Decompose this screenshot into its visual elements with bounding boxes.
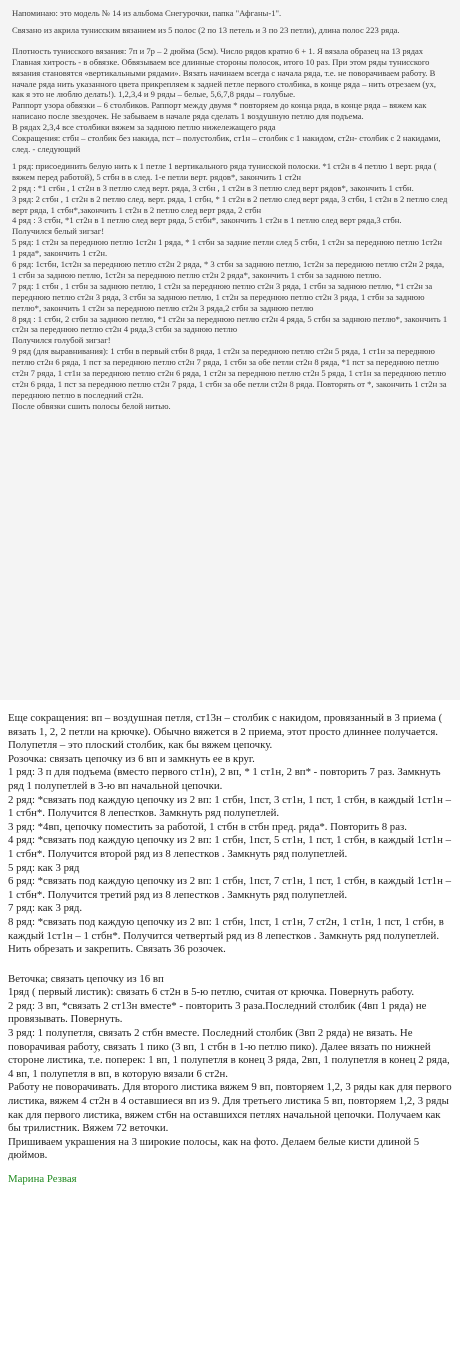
twig-row-1: 1ряд ( первый листик): связать 6 ст2н в 5-ю петлю, считая от крючка. Повернуть работу.	[8, 986, 415, 999]
rose-row-6: 6 ряд: *связать под каждую цепочку из 2 вп: 1 стбн, 1пст, 7 ст1н, 1 пст, 1 стбн, в каждый 1ст1н – 1 стбн*. Получится третий ряд из 8 лепестков . Замкнуть ряд полупетлей.	[8, 875, 451, 901]
row-4: 4 ряд : 3 стбн, *1 ст2н в 1 петлю след верт ряда, 5 стбн*, закончить 1 ст2н в 1 петлю след верт ряда,3 стбн.	[12, 215, 402, 226]
rose-row-5: 5 ряд: как 3 ряд	[8, 861, 80, 874]
row-9: 9 ряд (для выравнивания): 1 стбн в первый стбн 8 ряда, 1 ст2н за переднюю петлю ст2н 5 ряда, 1 ст1н за переднюю петлю ст2н 6 ряда, 1 пст за переднюю петлю ст2н 7 ряда, 1 стбн за обе петли ст2н 8 ряда, *1 пст за переднюю петлю ст2н 7 ряда, 1 ст1н за переднюю петлю ст2н 6 ряда, 1 ст2н за переднюю петлю ст2н 5 ряда, 1 ст1н за переднюю петлю ст2н 6 ряда, 1 пст за переднюю петлю ст2н 7 ряда, 1 стбн за обе петли ст2н 8 ряда. Повторять от *, закончить 1 ст2н за переднюю петлю в последний ст2н.	[12, 346, 447, 400]
rapport-text: Раппорт узора обвязки – 6 столбиков. Раппорт между двумя * повторяем до конца ряда, в конце ряда – вяжем как написано после звездочек. Не забываем в начале ряда сделать 1 воздушную петлю для подъема.	[12, 100, 427, 122]
density-text: Плотность тунисского вязания: 7п и 7р – 2 дюйма (5см). Число рядов кратно 6 + 1. Я вязала образец на 13 рядах	[12, 45, 424, 56]
rose-row-3: 3 ряд: *4вп, цепочку поместить за работой, 1 стбн в стбн пред. ряда*. Повторить 8 раз.	[8, 820, 407, 833]
row-8: 8 ряд : 1 стбн, 2 стбн за заднюю петлю, *1 ст2н за переднюю петлю ст2н 4 ряда, 5 стбн за заднюю петлю*, закончить 1 ст2н за переднюю петлю ст2н 4 ряда,3 стбн за заднюю петлю	[12, 313, 448, 335]
rose-row-8: 8 ряд: *связать под каждую цепочку из 2 вп: 1 стбн, 1пст, 1 ст1н, 7 ст2н, 1 ст1н, 1 пст, 1 стбн, в каждый 1ст1н – 1 стбн*. Получится четвертый ряд из 8 лепестков . Замкнуть ряд полупетлей. Нить обрезать и закрепить. Связать 36 розочек.	[8, 915, 444, 956]
twig-row-4: Работу не поворачивать. Для второго листика вяжем 9 вп, повторяем 1,2, 3 ряды как для первого листика, вяжем 4 ст2н в 4 оставшиеся вп из 9. Для третьего листика 5 вп, повторяем 1,2, 3 ряды как для первого листика, вяжем ст6н на оставшихся петлях начальной цепочки. Получаем как бы трилистник. Вяжем 72 веточки.	[8, 1081, 452, 1135]
row-5: 5 ряд: 1 ст2н за переднюю петлю 1ст2н 1 ряда, * 1 стбн за задние петли след 5 стбн, 1 ст2н за переднюю петлю 1ст2н 1 ряда*, закончить 1 ст2н.	[12, 237, 442, 259]
rose-row-4: 4 ряд: *связать под каждую цепочку из 2 вп: 1 стбн, 1пст, 5 ст1н, 1 пст, 1 стбн, в каждый 1ст1н – 1 стбн*. Получится второй ряд из 8 лепестков . Замкнуть ряд полупетлей.	[8, 834, 451, 860]
row-1: 1 ряд: присоединить белую нить к 1 петле 1 вертикального ряда тунисской полоски. *1 ст2н в 4 петлю 1 верт. ряда ( вяжем перед работой), 5 стбн в в след. 1-е петли верт. рядов*, закончить 1 ст2н	[12, 160, 437, 182]
yarn-text: Связано из акрила тунисским вязанием из 5 полос (2 по 13 петель и 3 по 23 петли), длина полос 223 ряда.	[12, 24, 400, 35]
rose-intro: Розочка: связать цепочку из 6 вп и замкнуть ее в круг.	[8, 752, 255, 765]
twig-row-2: 2 ряд: 3 вп, *связать 2 ст13н вместе* - повторить 3 раза.Последний столбик (4вп 1 ряда) не провязывать. Повернуть.	[8, 999, 427, 1026]
row-7: 7 ряд: 1 стбн , 1 стбн за заднюю петлю, 1 ст2н за переднюю петлю ст2н 3 ряда, 1 стбн за заднюю петлю, *1 ст2н за переднюю петлю ст2н 3 ряда, 3 стбн за заднюю петлю, 1 ст2н за переднюю петлю ст2н 3 ряда, 1 стбн за заднюю петлю*, закончить 1 ст2н за переднюю петлю ст2н 3 ряда,2 стбн за заднюю петлю	[12, 280, 433, 313]
trick-text: Главная хитрость - в обвязке. Обвязываем все длинные стороны полосок, итого 10 раз. При этом ряды тунисского вязания становятся «вертикальными рядами». Вязать начинаем всегда с начала ряда, т.е. не поворачиваем работу. В начале ряда нить указанного цвета прикрепляем к задней петле первого столбика, в конце ряда – нить отрезаем (ух, как я это не люблю делать!). 1,2,3,4 и 9 ряды – белые, 5,6,7,8 ряды – голубые.	[12, 56, 437, 100]
pattern-instructions-bottom	[0, 712, 460, 1187]
intro-text: Напоминаю: это модель № 14 из альбома Снегурочки, папка "Афганы-1".	[12, 8, 282, 18]
finish-text: После обвязки сшить полосы белой нитью.	[12, 400, 171, 411]
rose-row-2: 2 ряд: *связать под каждую цепочку из 2 вп: 1 стбн, 1пст, 3 ст1н, 1 пст, 1 стбн, в каждый 1ст1н – 1 стбн*. Получится 8 лепестков. Замкнуть ряд полупетлей.	[8, 793, 451, 820]
rose-row-7: 7 ряд: как 3 ряд.	[8, 902, 83, 915]
row-3: 3 ряд: 2 стбн , 1 ст2н в 2 петлю след. верт. ряда, 1 стбн, * 1 ст2н в 2 петлю след верт ряда, 3 стбн, 1 ст2н в 2 петлю след верт ряда, 1 стбн*,закончить 1 ст2н в 2 петлю след верт ряда, 2 стбн	[12, 193, 448, 215]
row-6: 6 ряд: 1стбн, 1ст2н за переднюю петлю ст2н 2 ряда, * 3 стбн за заднюю петлю, 1ст2н за переднюю петлю ст2н 2 ряда, 1 стбн за заднюю петлю, 1ст2н за переднюю петлю ст2н 2 ряда*, закончить 1 стбн за заднюю петлю.	[12, 259, 445, 280]
halfloop-text: Полупетля – это плоский столбик, как бы вяжем цепочку.	[8, 739, 273, 752]
blue-zigzag-note: Получился голубой зигзаг!	[12, 335, 111, 346]
abbreviations-text: Сокращения: стбн – столбик без накида, пст – полустолбик, ст1н – столбик с 1 накидом, ст2н- столбик с 2 накидами, след. - следующий	[12, 133, 441, 154]
rows-234-text: В рядах 2,3,4 все столбики вяжем за заднюю петлю нижележащего ряда	[12, 122, 276, 133]
abbreviations-2: Еще сокращения: вп – воздушная петля, ст13н – столбик с накидом, провязанный в 3 приема ( вязать 1, 2, 2 петли на крючке). Обычно вяжется в 2 приема, этот просто длиннее получается.	[8, 712, 443, 738]
final-text: Пришиваем украшения на 3 широкие полосы, как на фото. Делаем белые кисти длиной 5 дюймов.	[8, 1135, 420, 1162]
author-signature: Марина Резвая	[8, 1173, 77, 1185]
twig-row-3: 3 ряд: 1 полупетля, связать 2 стбн вместе. Последний столбик (3вп 2 ряда) не вязать. Не поворачивая работу, связать 1 пико (3 вп, 1 стбн в 1-ю петлю пико). Далее вязать по нижней стороне листика, т.е. поперек: 1 вп, 1 полупетля в конец 3 ряда, 2вп, 1 полупетля в конец 2 ряда, 4 вп, 1 полупетля в вп, в которую вязали 6 ст2н.	[8, 1027, 450, 1080]
twig-intro: Веточка; связать цепочку из 16 вп	[8, 972, 164, 985]
white-zigzag-note: Получился белый зигзаг!	[12, 226, 105, 237]
row-2: 2 ряд : *1 ст6н , 1 ст2н в 3 петлю след верт. ряда, 3 ст6н , 1 ст2н в 3 петлю след верт рядов*, закончить 1 стбн.	[12, 182, 414, 193]
rose-row-1: 1 ряд: 3 п для подъема (вместо первого ст1н), 2 вп, * 1 ст1н, 2 вп* - повторить 7 раз. Замкнуть ряд 1 полупетлей в 3-ю вп начальной цепочки.	[8, 766, 441, 792]
